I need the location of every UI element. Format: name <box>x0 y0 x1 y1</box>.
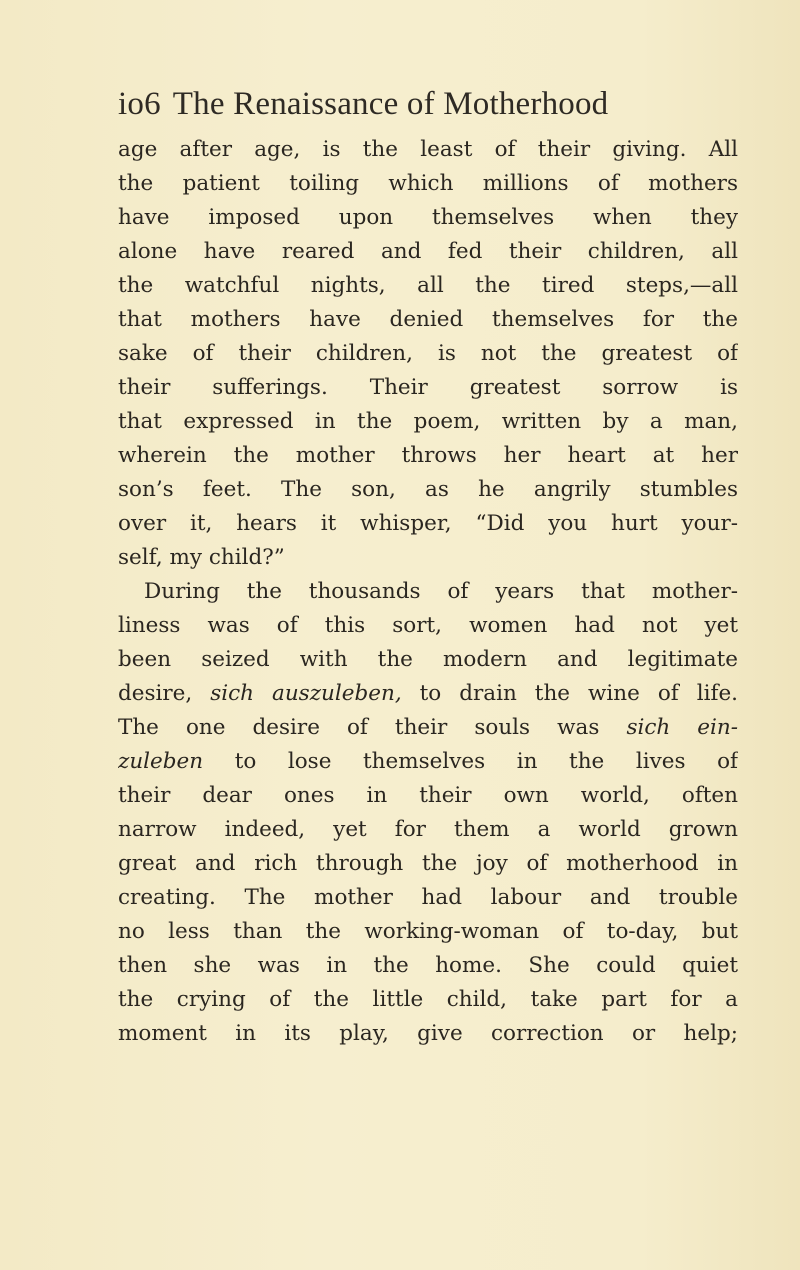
text-line: sake of their children, is not the greatest of <box>118 341 738 366</box>
running-header <box>118 86 608 123</box>
text-line: age after age, is the least of their giving. All <box>118 137 738 162</box>
text-line: creating. The mother had labour and trouble <box>118 885 738 910</box>
italic-phrase: zuleben <box>118 749 204 774</box>
text-line: no less than the working-woman of to-day, but <box>118 919 738 944</box>
paragraph-end-line: self, my child?” <box>118 545 285 570</box>
line-text: to lose themselves in the lives of <box>203 749 738 774</box>
italic-phrase: sich ein- <box>626 715 738 740</box>
paragraph-start-line: During the thousands of years that mother- <box>144 579 738 604</box>
text-line: over it, hears it whisper, “Did you hurt your- <box>118 511 738 536</box>
text-line: great and rich through the joy of motherhood in <box>118 851 738 876</box>
page-number: io6 <box>118 86 161 122</box>
text-line: moment in its play, give correction or help; <box>118 1021 738 1046</box>
text-line: have imposed upon themselves when they <box>118 205 738 230</box>
text-line: son’s feet. The son, as he angrily stumbles <box>118 477 738 502</box>
running-title: The Renaissance of Motherhood <box>172 86 609 122</box>
text-line: alone have reared and fed their children, all <box>118 239 738 264</box>
text-line: liness was of this sort, women had not yet <box>118 613 738 638</box>
text-line: the crying of the little child, take part for a <box>118 987 738 1012</box>
text-line: wherein the mother throws her heart at her <box>118 443 738 468</box>
text-line: then she was in the home. She could quiet <box>118 953 738 978</box>
line-text: to drain the wine of life. <box>401 681 738 706</box>
line-text: The one desire of their souls was <box>118 715 627 740</box>
body-text <box>118 133 738 1051</box>
text-line: the watchful nights, all the tired steps,—all <box>118 273 738 298</box>
text-line: their dear ones in their own world, often <box>118 783 738 808</box>
text-line <box>118 711 738 745</box>
text-line: the patient toiling which millions of mothers <box>118 171 738 196</box>
text-line <box>118 677 738 711</box>
line-text: desire, <box>118 681 211 706</box>
text-line: that expressed in the poem, written by a man, <box>118 409 738 434</box>
text-line: narrow indeed, yet for them a world grown <box>118 817 738 842</box>
text-line: been seized with the modern and legitimate <box>118 647 738 672</box>
text-line: their sufferings. Their greatest sorrow is <box>118 375 738 400</box>
text-line: that mothers have denied themselves for the <box>118 307 738 332</box>
italic-phrase: sich auszuleben, <box>210 681 402 706</box>
text-line <box>118 745 738 779</box>
